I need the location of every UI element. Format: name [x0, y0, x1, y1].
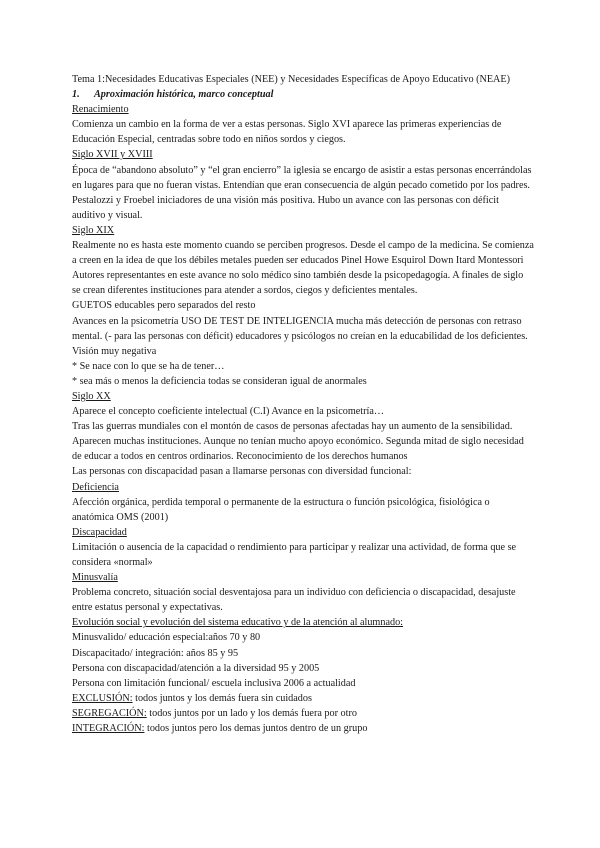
heading-discapacidad: Discapacidad	[72, 526, 127, 538]
term-label: SEGREGACIÓN:	[72, 707, 147, 719]
term-text: todos juntos por un lado y los demás fuera por otro	[146, 707, 357, 719]
paragraph-siglo-xix: Realmente no es hasta este momento cuando se perciben progresos. Desde el campo de la medicina. Se comienza a creen en la idea de que los débiles metales pueden ser educados Pinel Howe Esquirol Down Itard Montessori Autores representantes en este avance no solo médico sino también desde la psicopedagogía. A finales de siglo se crean diferentes instituciones para atender a sordos, ciegos y deficientes mentales.	[72, 240, 534, 297]
paragraph-discapacidad: Limitación o ausencia de la capacidad o rendimiento para participar y realizar una actividad, de forma que se considera «normal»	[72, 541, 517, 568]
paragraph-siglo-xx-2: Tras las guerras mundiales con el montón de casos de personas afectadas hay un aumento de la sensibilidad. Aparecen muchas instituciones. Aunque no tenían mucho apoyo económico. Segunda mitad de siglo necesidad de educar a todos en centros ordinarios. Reconocimiento de los derechos humanos	[72, 421, 524, 463]
paragraph-minusvalia: Problema concreto, situación social desventajosa para un individuo con deficiencia o discapacidad, desajuste entre estatus personal y expectativas.	[72, 587, 516, 614]
section-label: Aproximación histórica, marco conceptual	[94, 89, 274, 101]
heading-siglo-xix: Siglo XIX	[72, 224, 115, 236]
paragraph-avances: Avances en la psicometría USO DE TEST DE INTELIGENCIA mucha más detección de personas con retraso mental. (- para las personas con déficit) educadores y psicólogos no creían en la educabilidad de los deficientes.	[72, 315, 528, 342]
list-item: Discapacitado/ integración: años 85 y 95	[72, 647, 239, 659]
term-text: todos juntos y los demás fuera sin cuidados	[132, 692, 312, 704]
document-page	[72, 72, 534, 736]
bullet-line: * sea más o menos la deficiencia todas se consideran igual de anormales	[72, 375, 367, 387]
bullet-line: * Se nace con lo que se ha de tener…	[72, 360, 225, 372]
heading-renacimiento: Renacimiento	[72, 104, 129, 116]
term-label: EXCLUSIÓN:	[72, 692, 133, 704]
paragraph-deficiencia: Afección orgánica, perdida temporal o permanente de la estructura o función psicológica, fisiológica o anatómica OMS (2001)	[72, 496, 490, 523]
term-line	[72, 721, 534, 736]
section-number: 1.	[72, 89, 80, 101]
list-item: Persona con limitación funcional/ escuela inclusiva 2006 a actualidad	[72, 677, 356, 689]
paragraph-renacimiento: Comienza un cambio en la forma de ver a estas personas. Siglo XVI aparece las primeras experiencias de Educación Especial, centradas sobre todo en niños sordos y ciegos.	[72, 119, 502, 146]
document-title: Tema 1:Necesidades Educativas Especiales (NEE) y Necesidades Específicas de Apoyo Educativo (NEAE)	[72, 74, 511, 85]
heading-siglo-xvii-xviii: Siglo XVII y XVIII	[72, 149, 153, 161]
heading-evolucion: Evolución social y evolución del sistema educativo y de la atención al alumnado:	[72, 617, 403, 629]
term-label: INTEGRACIÓN:	[72, 723, 145, 735]
list-item: Minusvalido/ educación especial:años 70 y 80	[72, 632, 261, 644]
list-item: Persona con discapacidad/atención a la diversidad 95 y 2005	[72, 662, 320, 674]
term-line	[72, 706, 534, 721]
term-line	[72, 691, 534, 706]
paragraph-guetos: GUETOS educables pero separados del resto	[72, 300, 256, 312]
section-heading	[72, 87, 534, 102]
paragraph-siglo-xx-1: Aparece el concepto coeficiente intelectual (C.I) Avance en la psicometría…	[72, 406, 385, 418]
paragraph-vision: Visión muy negativa	[72, 345, 157, 357]
heading-deficiencia: Deficiencia	[72, 481, 119, 493]
term-text: todos juntos pero los demas juntos dentro de un grupo	[144, 723, 368, 735]
heading-siglo-xx: Siglo XX	[72, 390, 111, 402]
heading-minusvalia: Minusvalía	[72, 572, 118, 584]
paragraph-siglo-xvii-xviii: Época de “abandono absoluto” y “el gran encierro” la iglesia se encargo de asistir a estas personas encerrándolas en lugares para que no fueran vistas. Entendían que eran consecuencia de algún pecado cometido por los padres. Pestalozzi y Froebel iniciadores de una visión más positiva. Hubo un avance con las personas con déficit auditivo y visual.	[72, 164, 532, 221]
paragraph-siglo-xx-3: Las personas con discapacidad pasan a llamarse personas con diversidad funcional:	[72, 466, 412, 478]
